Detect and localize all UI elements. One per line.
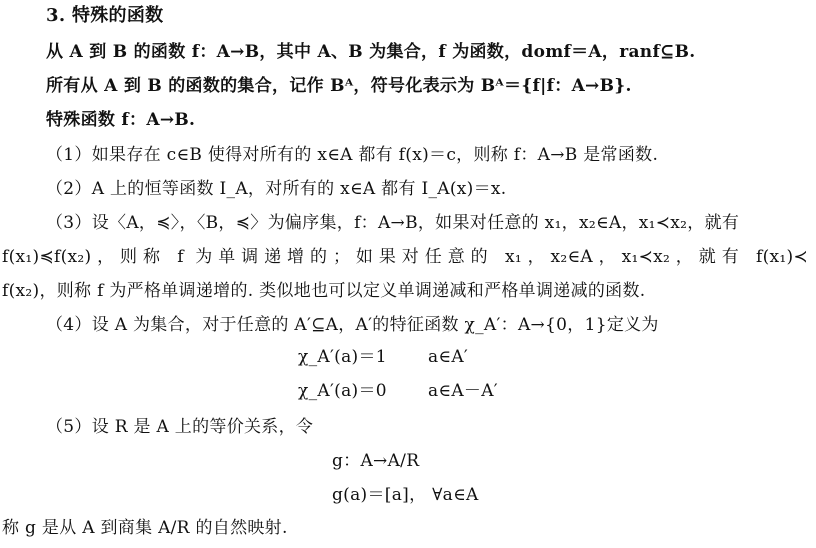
char-func-condition-1: a∈A′ — [428, 347, 469, 367]
item-monotonic-line-2: f(x₁)≼f(x₂)，则称 f 为单调递增的；如果对任意的 x₁，x₂∈A，x₁≺x₂，就有 f(x₁)≺ — [2, 247, 808, 267]
item-equivalence-relation: （5）设 R 是 A 上的等价关系，令 — [46, 417, 314, 437]
item-constant-function: （1）如果存在 c∈B 使得对所有的 x∈A 都有 f(x)＝c，则称 f：A→B 是常函数. — [46, 145, 659, 165]
function-definition: 从 A 到 B 的函数 f：A→B，其中 A、B 为集合，f 为函数，domf＝A，ranf⊆B. — [46, 42, 696, 62]
natural-map-signature: g：A→A/R — [332, 451, 420, 471]
char-func-condition-2: a∈A－A′ — [428, 381, 498, 401]
natural-map-conclusion: 称 g 是从 A 到商集 A/R 的自然映射. — [2, 518, 288, 538]
natural-map-rule: g(a)＝[a]， ∀a∈A — [332, 485, 479, 505]
item-identity-function: （2）A 上的恒等函数 I_A，对所有的 x∈A 都有 I_A(x)＝x. — [46, 179, 507, 199]
item-monotonic-line-3: f(x₂)，则称 f 为严格单调递增的. 类似地也可以定义单调递减和严格单调递减的函数. — [2, 281, 646, 301]
item-characteristic-function: （4）设 A 为集合，对于任意的 A′⊆A，A′的特征函数 χ_A′：A→{0，1}定义为 — [46, 315, 659, 335]
section-heading: 3. 特殊的函数 — [46, 5, 164, 26]
function-set-definition: 所有从 A 到 B 的函数的集合，记作 Bᴬ，符号化表示为 Bᴬ＝{f|f：A→B}. — [46, 76, 632, 96]
item-monotonic-line-1: （3）设〈A，≼〉，〈B，≼〉为偏序集，f：A→B，如果对任意的 x₁，x₂∈A，x₁≺x₂，就有 — [46, 213, 740, 233]
char-func-formula-1: χ_A′(a)＝1 — [298, 347, 387, 367]
special-functions-intro: 特殊函数 f：A→B. — [46, 110, 196, 130]
char-func-formula-2: χ_A′(a)＝0 — [298, 381, 387, 401]
